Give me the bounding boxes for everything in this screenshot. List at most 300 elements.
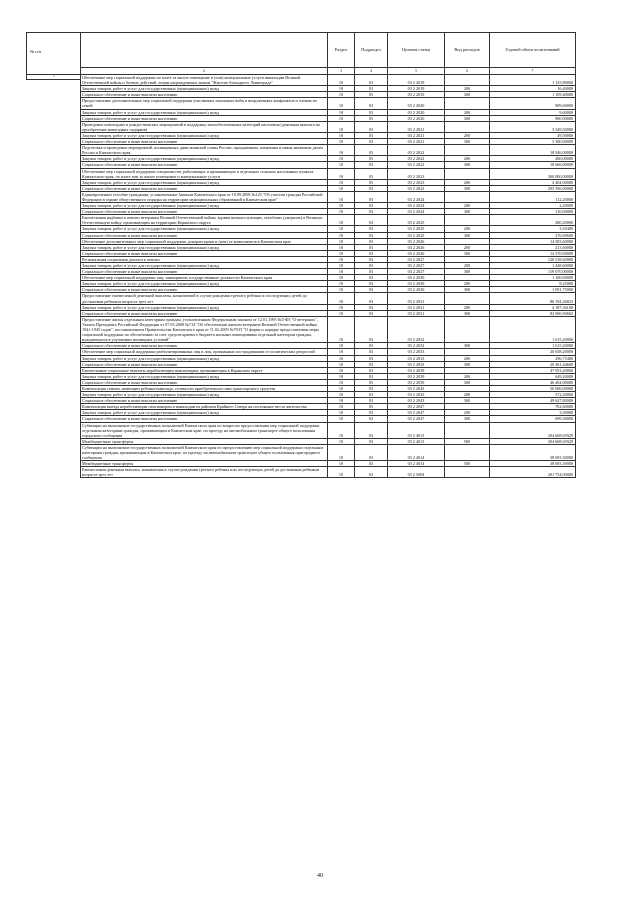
- cell-o: 49,50000: [490, 132, 576, 138]
- cell-o: 1 100,00000: [490, 275, 576, 281]
- cell-s: 03 2 2023: [388, 179, 445, 185]
- cell-s: 03 2 4013: [388, 422, 445, 438]
- cell-s: 03 2 2020: [388, 115, 445, 121]
- cell-o: 276,69600: [490, 232, 576, 238]
- cell-p: 03: [355, 263, 388, 269]
- cell-r: 10: [328, 98, 355, 109]
- cell-v: [445, 98, 490, 109]
- cell-v: 200: [445, 244, 490, 250]
- cell-o: 110,00000: [490, 209, 576, 215]
- cell-s: 03 2 2027: [388, 256, 445, 262]
- cell-v: [445, 422, 490, 438]
- cell-s: 03 2 2039: [388, 379, 445, 385]
- cell-o: 47 053,20000: [490, 367, 576, 373]
- cell-o: 909,60000: [490, 98, 576, 109]
- header-vid: Вид расходов: [445, 33, 490, 68]
- cell-name: Обеспечение мер социальной поддержки по плате за жилое помещение и (или) коммунальные услуги инвалидам Великой Отечественной войны и боевых действий, лицам награжденным знаком "Жителю блокадного Ленинграда": [81, 75, 328, 86]
- cell-v: [445, 293, 490, 304]
- cell-r: 10: [328, 410, 355, 416]
- cell-name: Компенсация семьям, имеющим ребенка-инвалида, стоимости приобретенного ими транспортного средства: [81, 385, 328, 391]
- cell-o: 38 693,30000: [490, 461, 576, 467]
- cell-r: 10: [328, 269, 355, 275]
- cell-s: 03 2 2030: [388, 287, 445, 293]
- cell-name: Социальное обеспечение и иные выплаты населению: [81, 115, 328, 121]
- cell-o: 213,60000: [490, 244, 576, 250]
- header-name: [81, 33, 328, 68]
- cell-p: 03: [355, 75, 388, 86]
- cell-v: 200: [445, 410, 490, 416]
- cell-s: 03 2 2019: [388, 86, 445, 92]
- cell-p: 03: [355, 98, 388, 109]
- cell-s: 03 2 2020: [388, 109, 445, 115]
- cell-name: Закупка товаров, работ и услуг для государственных (муниципальных) нужд: [81, 355, 328, 361]
- cell-v: 300: [445, 416, 490, 422]
- cell-v: 200: [445, 132, 490, 138]
- cell-p: 03: [355, 349, 388, 355]
- cell-r: 10: [328, 185, 355, 191]
- cell-s: 03 2 2025: [388, 215, 445, 226]
- cell-name: Региональная социальная доплата к пенсии: [81, 256, 328, 262]
- cell-r: 10: [328, 156, 355, 162]
- cell-o: 119 070,00000: [490, 269, 576, 275]
- cell-name: Социальное обеспечение и иные выплаты населению: [81, 379, 328, 385]
- cell-name: Социальное обеспечение и иные выплаты населению: [81, 310, 328, 316]
- cell-s: 03 2 2024: [388, 191, 445, 202]
- table-row: [81, 316, 576, 342]
- cell-p: 03: [355, 203, 388, 209]
- cell-r: 10: [328, 343, 355, 349]
- cell-p: 03: [355, 373, 388, 379]
- cell-s: 03 2 2026: [388, 250, 445, 256]
- cell-s: 03 2 2031: [388, 310, 445, 316]
- cell-v: 200: [445, 109, 490, 115]
- cell-p: 03: [355, 185, 388, 191]
- cell-v: 300: [445, 398, 490, 404]
- cell-p: 03: [355, 404, 388, 410]
- cell-name: Социальное обеспечение и иные выплаты населению: [81, 139, 328, 145]
- cell-v: 500: [445, 438, 490, 444]
- cell-o: 9,60000: [490, 109, 576, 115]
- cell-v: 200: [445, 392, 490, 398]
- cell-r: 10: [328, 367, 355, 373]
- cell-o: 18 666,00000: [490, 162, 576, 168]
- cell-p: 03: [355, 304, 388, 310]
- cell-v: 200: [445, 179, 490, 185]
- cell-s: 03 2 4014: [388, 461, 445, 467]
- cell-o: 82 006,90663: [490, 310, 576, 316]
- cell-s: 03 2 4013: [388, 438, 445, 444]
- column-number: 3: [328, 68, 355, 75]
- cell-v: 300: [445, 162, 490, 168]
- cell-p: 03: [355, 392, 388, 398]
- cell-o: 4 404,00000: [490, 179, 576, 185]
- cell-o: 20 658,20000: [490, 349, 576, 355]
- cell-r: 10: [328, 75, 355, 86]
- cell-r: 10: [328, 467, 355, 478]
- cell-s: 03 2 2043: [388, 392, 445, 398]
- cell-o: 295 596,00000: [490, 185, 576, 191]
- cell-s: 03 2 2047: [388, 416, 445, 422]
- cell-s: 03 2 2021: [388, 132, 445, 138]
- cell-name: Закупка товаров, работ и услуг для государственных (муниципальных) нужд: [81, 179, 328, 185]
- table-row: [81, 121, 576, 132]
- cell-p: 03: [355, 293, 388, 304]
- cell-name: Ежемесячные социальные выплаты неработающим пенсионерам, проживающим в Корякском округе: [81, 367, 328, 373]
- cell-v: 300: [445, 343, 490, 349]
- cell-o: 120 518,60000: [490, 256, 576, 262]
- cell-v: [445, 168, 490, 179]
- cell-r: 10: [328, 461, 355, 467]
- cell-r: 10: [328, 349, 355, 355]
- column-number: 6: [445, 68, 490, 75]
- cell-name: Обеспечение мер социальной поддержки специалистов, работающих и проживающих в отдельных сельских населенных пунктах Камчатского края, по плате или за жилое помещение и коммунальные услуги: [81, 168, 328, 179]
- cell-p: 03: [355, 156, 388, 162]
- cell-name: Социальное обеспечение и иные выплаты населению: [81, 250, 328, 256]
- cell-p: 03: [355, 444, 388, 460]
- cell-p: 03: [355, 410, 388, 416]
- cell-r: 10: [328, 139, 355, 145]
- cell-s: 03 2 2032: [388, 343, 445, 349]
- cell-name: Закупка товаров, работ и услуг для государственных (муниципальных) нужд: [81, 392, 328, 398]
- cell-p: 03: [355, 438, 388, 444]
- cell-r: 10: [328, 256, 355, 262]
- cell-r: 10: [328, 263, 355, 269]
- cell-name: Закупка товаров, работ и услуг для государственных (муниципальных) нужд: [81, 156, 328, 162]
- cell-name: Проведение новогодних и рождественских мероприятий в поддержку малообеспеченных категорий населения (денежная выплата на приобретение новогодних подарков): [81, 121, 328, 132]
- cell-r: 10: [328, 361, 355, 367]
- cell-p: 03: [355, 361, 388, 367]
- cell-r: 10: [328, 121, 355, 132]
- cell-v: [445, 145, 490, 156]
- cell-o: 900,00000: [490, 115, 576, 121]
- cell-v: [445, 467, 490, 478]
- cell-r: 10: [328, 379, 355, 385]
- cell-v: 300: [445, 209, 490, 215]
- cell-p: 03: [355, 250, 388, 256]
- cell-name: Обеспечение мер социальной поддержки реабилитированных лиц и лиц, признанных пострадавшими от политических репрессий: [81, 349, 328, 355]
- cell-r: 10: [328, 115, 355, 121]
- cell-s: 03 2 2027: [388, 263, 445, 269]
- cell-s: 03 2 2033: [388, 355, 445, 361]
- cell-name: Субвенции на выполнение государственных полномочий Камчатского края по вопросам предоставления мер социальной поддержки отдельным категориям граждан, проживающим в Камчатском крае, по проезду на автомобильном транспорте общего пользования городского сообщения: [81, 422, 328, 438]
- cell-r: 10: [328, 355, 355, 361]
- cell-name: Закупка товаров, работ и услуг для государственных (муниципальных) нужд: [81, 281, 328, 287]
- cell-name: Подготовка и проведение мероприятий, посвященных дням воинской славы России, праздничным, памятным и иным значимым датам России и Камчатского края: [81, 145, 328, 156]
- cell-v: 300: [445, 379, 490, 385]
- cell-s: 03 2 2019: [388, 92, 445, 98]
- cell-v: 200: [445, 281, 490, 287]
- cell-name: Предоставление ежемесячной денежной выплаты, назначаемой в случае рождения третьего ребенка и последующих детей до достижения ребенком возраста трех лет: [81, 293, 328, 304]
- cell-p: 03: [355, 86, 388, 92]
- cell-s: 03 2 2027: [388, 269, 445, 275]
- cell-v: 300: [445, 250, 490, 256]
- cell-name: Межбюджетные трансферты: [81, 461, 328, 467]
- cell-o: 50 000,00000: [490, 385, 576, 391]
- cell-s: 03 2 2023: [388, 185, 445, 191]
- cell-o: 3,30000: [490, 410, 576, 416]
- cell-p: 03: [355, 310, 388, 316]
- cell-p: 03: [355, 416, 388, 422]
- cell-s: 03 2 2021: [388, 139, 445, 145]
- header-razdel: Раздел: [328, 33, 355, 68]
- cell-p: 03: [355, 422, 388, 438]
- cell-r: 10: [328, 422, 355, 438]
- cell-p: 03: [355, 275, 388, 281]
- cell-p: 03: [355, 379, 388, 385]
- cell-v: 300: [445, 185, 490, 191]
- cell-v: 200: [445, 156, 490, 162]
- cell-r: 10: [328, 109, 355, 115]
- cell-name: Закупка товаров, работ и услуг для государственных (муниципальных) нужд: [81, 109, 328, 115]
- cell-name: Социальное обеспечение и иные выплаты населению: [81, 185, 328, 191]
- cell-s: 03 2 2030: [388, 281, 445, 287]
- cell-s: 03 2 2043: [388, 385, 445, 391]
- budget-table-wrapper: [80, 32, 575, 478]
- cell-r: 10: [328, 398, 355, 404]
- cell-o: 1 448,60000: [490, 263, 576, 269]
- cell-name: Социальное обеспечение и иные выплаты населению: [81, 92, 328, 98]
- cell-v: 500: [445, 461, 490, 467]
- cell-s: 03 2 2033: [388, 361, 445, 367]
- header-obem: Годовой объем ассигнований: [490, 33, 576, 68]
- npp-header-label: № п/п: [30, 49, 42, 54]
- table-row: [81, 145, 576, 156]
- cell-name: Обеспечение дополнительных мер социальной поддержки донорам крови и (или) ее компонентов в Камчатском крае: [81, 238, 328, 244]
- cell-s: 03 2 2022: [388, 145, 445, 156]
- cell-o: 2,20000: [490, 203, 576, 209]
- cell-o: 16,40000: [490, 86, 576, 92]
- cell-v: [445, 75, 490, 86]
- cell-r: 10: [328, 191, 355, 202]
- column-number: 4: [355, 68, 388, 75]
- cell-s: 03 2 4014: [388, 444, 445, 460]
- cell-name: Социальное обеспечение и иные выплаты населению: [81, 361, 328, 367]
- cell-v: [445, 444, 490, 460]
- cell-name: Социальное обеспечение и иные выплаты населению: [81, 343, 328, 349]
- cell-p: 03: [355, 232, 388, 238]
- cell-s: 03 2 2024: [388, 203, 445, 209]
- cell-v: [445, 316, 490, 342]
- cell-s: 03 2 2039: [388, 373, 445, 379]
- cell-o: 20 361,44600: [490, 361, 576, 367]
- cell-p: 03: [355, 162, 388, 168]
- cell-r: 10: [328, 132, 355, 138]
- cell-p: 03: [355, 109, 388, 115]
- cell-r: 10: [328, 392, 355, 398]
- cell-name: Субвенции на выполнение государственных полномочий Камчатского края по предоставлению мер социальной поддержки отдельным категориям граждан, проживающим в Камчатском крае, по проезду на автомобильном транспорте общего пользования пригородного сообщения: [81, 444, 328, 460]
- cell-r: 10: [328, 275, 355, 281]
- cell-p: 03: [355, 92, 388, 98]
- cell-s: 03 2 2021: [388, 121, 445, 132]
- cell-s: 03 2 2043: [388, 398, 445, 404]
- cell-p: 03: [355, 281, 388, 287]
- cell-p: 03: [355, 343, 388, 349]
- cell-r: 10: [328, 310, 355, 316]
- table-row: [81, 467, 576, 478]
- cell-o: 699,30000: [490, 416, 576, 422]
- table-row: [81, 422, 576, 438]
- cell-name: Закупка товаров, работ и услуг для государственных (муниципальных) нужд: [81, 226, 328, 232]
- cell-r: 10: [328, 232, 355, 238]
- cell-s: 03 2 2047: [388, 410, 445, 416]
- cell-s: 03 2 2019: [388, 75, 445, 86]
- header-podrazdel: Подраздел: [355, 33, 388, 68]
- cell-o: 49 627,80000: [490, 398, 576, 404]
- cell-name: Ежемесячная надбавка к пенсии ветеранам Великой Отечественной войны, вдовам военнослужащих, погибших (умерших) в Великую Отечественную войну, проживающим на территории Корякского округа: [81, 215, 328, 226]
- cell-s: 03 2 5084: [388, 467, 445, 478]
- cell-s: 03 2 2025: [388, 232, 445, 238]
- cell-s: 03 2 2026: [388, 238, 445, 244]
- cell-p: 03: [355, 461, 388, 467]
- table-body: [81, 75, 576, 478]
- cell-v: 300: [445, 361, 490, 367]
- page-number: 40: [317, 873, 323, 879]
- cell-s: 03 2 2030: [388, 275, 445, 281]
- column-number-row: [81, 68, 576, 75]
- cell-name: Ежемесячная денежная выплата, назначаемая в случае рождения третьего ребенка или последующих детей до достижения ребенком возраста трех лет: [81, 467, 328, 478]
- cell-v: 200: [445, 263, 490, 269]
- cell-name: Предоставление жилья отдельным категориям граждан, установленным Федеральным законом от 12.01.1995 №5-ФЗ "О ветеранах", Указом Президента Российской Федерации от 07.05.2008 №714 "Об обеспечении жильем ветеранов Великой Отечественной войны 1941-1945 годов", постановлением Правительства Камчатского края от 11.02.2009 №70-П "О форме и порядке предоставления меры социальной поддержки по обеспечению за счет средств краевого бюджета жилыми помещениями отдельной категории граждан, нуждающихся в улучшении жилищных условий": [81, 316, 328, 342]
- cell-o: 300 000,00000: [490, 168, 576, 179]
- cell-name: Закупка товаров, работ и услуг для государственных (муниципальных) нужд: [81, 244, 328, 250]
- cell-v: 200: [445, 226, 490, 232]
- cell-p: 03: [355, 115, 388, 121]
- cell-v: 200: [445, 304, 490, 310]
- table-row: [81, 168, 576, 179]
- cell-name: Социальное обеспечение и иные выплаты населению: [81, 232, 328, 238]
- cell-r: 10: [328, 209, 355, 215]
- cell-p: 03: [355, 121, 388, 132]
- cell-name: Закупка товаров, работ и услуг для государственных (муниципальных) нужд: [81, 132, 328, 138]
- cell-p: 03: [355, 316, 388, 342]
- cell-v: 300: [445, 232, 490, 238]
- cell-o: 46 404,00000: [490, 379, 576, 385]
- cell-o: 296,75400: [490, 355, 576, 361]
- cell-r: 10: [328, 179, 355, 185]
- npp-number-cell: 1: [26, 73, 81, 80]
- cell-o: 3 300,00000: [490, 139, 576, 145]
- cell-s: 03 2 2025: [388, 226, 445, 232]
- cell-o: 3 349,50000: [490, 121, 576, 132]
- cell-r: 10: [328, 373, 355, 379]
- cell-r: 10: [328, 86, 355, 92]
- cell-name: Социальное обеспечение и иные выплаты населению: [81, 209, 328, 215]
- cell-s: 03 2 2026: [388, 244, 445, 250]
- cell-name: Социальное обеспечение и иные выплаты населению: [81, 416, 328, 422]
- cell-p: 03: [355, 191, 388, 202]
- cell-p: 03: [355, 244, 388, 250]
- header-statya: Целевая статья: [388, 33, 445, 68]
- cell-o: 18 946,00000: [490, 145, 576, 156]
- cell-name: Межбюджетные трансферты: [81, 438, 328, 444]
- cell-o: 1 109,40000: [490, 92, 576, 98]
- cell-r: 10: [328, 287, 355, 293]
- cell-o: 280,00000: [490, 156, 576, 162]
- cell-p: 03: [355, 168, 388, 179]
- cell-p: 03: [355, 238, 388, 244]
- cell-o: 201 754,00000: [490, 467, 576, 478]
- cell-s: 03 2 2047: [388, 404, 445, 410]
- cell-r: 10: [328, 416, 355, 422]
- cell-s: 03 2 2023: [388, 168, 445, 179]
- cell-o: 1 615,20000: [490, 343, 576, 349]
- cell-r: 10: [328, 162, 355, 168]
- cell-r: 10: [328, 226, 355, 232]
- table-row: [81, 98, 576, 109]
- cell-name: Закупка товаров, работ и услуг для государственных (муниципальных) нужд: [81, 410, 328, 416]
- cell-o: 1 091,75000: [490, 287, 576, 293]
- cell-o: 1 125,80000: [490, 75, 576, 86]
- cell-r: 10: [328, 145, 355, 156]
- cell-p: 03: [355, 398, 388, 404]
- cell-r: 10: [328, 168, 355, 179]
- cell-v: 300: [445, 115, 490, 121]
- cell-o: 649,20000: [490, 373, 576, 379]
- column-number: 2: [81, 68, 328, 75]
- cell-r: 10: [328, 293, 355, 304]
- cell-name: Закупка товаров, работ и услуг для государственных (муниципальных) нужд: [81, 373, 328, 379]
- cell-o: 4 187,36100: [490, 304, 576, 310]
- cell-r: 10: [328, 281, 355, 287]
- cell-s: 03 2 2031: [388, 293, 445, 304]
- cell-r: 10: [328, 316, 355, 342]
- table-row: [81, 444, 576, 460]
- table-row: [81, 75, 576, 86]
- cell-name: Предоставление дополнительных мер социальной поддержки участникам локальных войн и вооруженных конфликтов и членам их семей: [81, 98, 328, 109]
- cell-p: 03: [355, 385, 388, 391]
- cell-o: 14 583,60000: [490, 238, 576, 244]
- cell-s: 03 2 2039: [388, 367, 445, 373]
- cell-name: Социальное обеспечение и иные выплаты населению: [81, 162, 328, 168]
- cell-o: 8,25000: [490, 281, 576, 287]
- cell-r: 10: [328, 404, 355, 410]
- cell-name: Закупка товаров, работ и услуг для государственных (муниципальных) нужд: [81, 304, 328, 310]
- cell-r: 10: [328, 238, 355, 244]
- cell-r: 10: [328, 250, 355, 256]
- cell-v: 300: [445, 287, 490, 293]
- cell-r: 10: [328, 92, 355, 98]
- cell-s: 03 2 2024: [388, 209, 445, 215]
- cell-o: 372,20000: [490, 392, 576, 398]
- cell-o: 204 668,65929: [490, 422, 576, 438]
- cell-p: 03: [355, 367, 388, 373]
- cell-p: 03: [355, 269, 388, 275]
- cell-o: 112,20000: [490, 191, 576, 202]
- cell-p: 03: [355, 467, 388, 478]
- cell-v: [445, 121, 490, 132]
- cell-o: 204 668,65929: [490, 438, 576, 444]
- cell-r: 10: [328, 215, 355, 226]
- cell-o: 280,20000: [490, 215, 576, 226]
- cell-v: 300: [445, 92, 490, 98]
- cell-p: 03: [355, 145, 388, 156]
- cell-r: 10: [328, 304, 355, 310]
- cell-p: 03: [355, 132, 388, 138]
- cell-o: 702,60000: [490, 404, 576, 410]
- cell-p: 03: [355, 226, 388, 232]
- cell-v: [445, 191, 490, 202]
- cell-v: 200: [445, 86, 490, 92]
- cell-name: Обеспечение мер социальной поддержки лиц, замещавших государственные должности Камчатского края: [81, 275, 328, 281]
- column-number: 5: [388, 68, 445, 75]
- cell-v: 200: [445, 373, 490, 379]
- cell-name: Компенсация выезда неработающим пенсионерам и инвалидам из районов Крайнего Севера на постоянное место жительства: [81, 404, 328, 410]
- cell-s: 03 2 2020: [388, 98, 445, 109]
- cell-o: 3,50400: [490, 226, 576, 232]
- cell-v: 300: [445, 310, 490, 316]
- cell-name: Социальное обеспечение и иные выплаты населению: [81, 287, 328, 293]
- cell-name: Закупка товаров, работ и услуг для государственных (муниципальных) нужд: [81, 203, 328, 209]
